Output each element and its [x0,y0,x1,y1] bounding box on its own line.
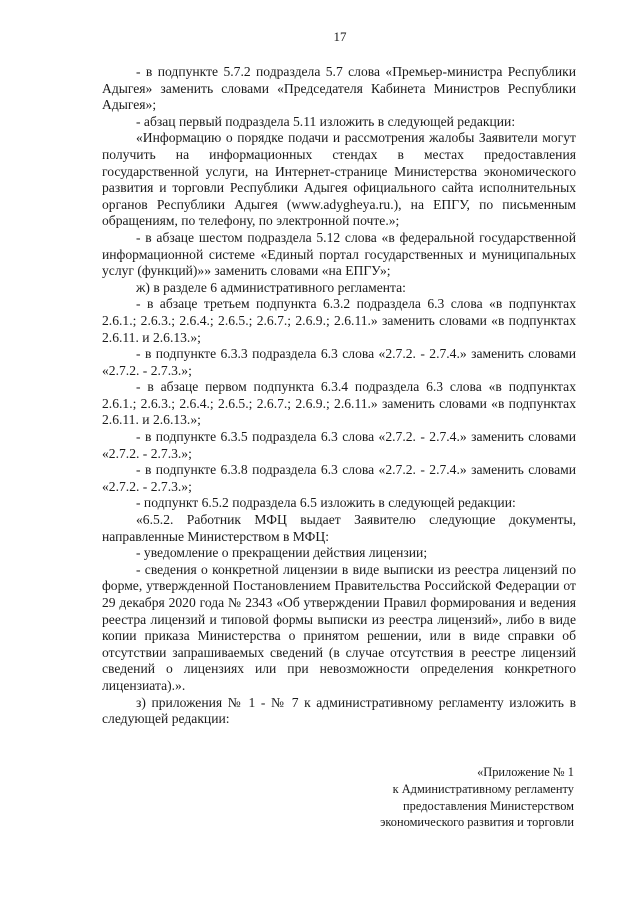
appendix-line: к Административному регламенту [392,781,574,796]
paragraph: - в абзаце первом подпункта 6.3.4 подраздела 6.3 слова «в подпунктах 2.6.1.; 2.6.3.; 2.6.4.; 2.6.5.; 2.6.7.; 2.6.9.; 2.6.11.» заменить словами «в подпунктах 2.6.11. и 2.6.13.»; [102,379,576,428]
paragraph: - в абзаце шестом подраздела 5.12 слова «в федеральной государственной информационной системе «Единый портал государственных и муниципальных услуг (функций)»» заменить словами «на ЕПГУ»; [102,229,576,279]
paragraph: - в абзаце третьем подпункта 6.3.2 подраздела 6.3 слова «в подпунктах 2.6.1.; 2.6.3.; 2.6.4.; 2.6.5.; 2.6.7.; 2.6.9.; 2.6.11.» заменить словами «в подпунктах 2.6.11. и 2.6.13.»; [102,296,576,345]
paragraph: - абзац первый подраздела 5.11 изложить в следующей редакции: [136,113,516,129]
paragraph: «6.5.2. Работник МФЦ выдает Заявителю следующие документы, направленные Министерством в МФЦ: [102,512,576,544]
paragraph: - сведения о конкретной лицензии в виде выписки из реестра лицензий по форме, утвержденной Постановлением Правительства Российской Федерации от 29 декабря 2020 года № 2343 «Об утверждении Правил формирования и ведения реестра лицензий и типовой формы выписки из реестра лицензий», либо в виде копии приказа Министерства о принятом решении, или в виде справки об отсутствии запрашиваемых сведений (в случае отсутствия в реестре лицензий сведений о лицензиях или при невозможности определения конкретного лицензиата).». [102,561,576,693]
document-body [102,64,576,728]
paragraph: з) приложения № 1 - № 7 к административному регламенту изложить в следующей редакции: [102,694,576,727]
appendix-line: «Приложение № 1 [477,765,574,779]
paragraph: - в подпункте 6.3.5 подраздела 6.3 слова «2.7.2. - 2.7.4.» заменить словами «2.7.2. - 2.7.3.»; [102,429,576,461]
page-number: 17 [333,29,347,44]
paragraph: - в подпункте 6.3.3 подраздела 6.3 слова «2.7.2. - 2.7.4.» заменить словами «2.7.2. - 2.7.3.»; [102,346,576,378]
paragraph: - в подпункте 6.3.8 подраздела 6.3 слова «2.7.2. - 2.7.4.» заменить словами «2.7.2. - 2.7.3.»; [102,462,576,494]
paragraph: - подпункт 6.5.2 подраздела 6.5 изложить в следующей редакции: [136,495,516,511]
appendix-heading [330,764,574,831]
paragraph: «Информацию о порядке подачи и рассмотрения жалобы Заявители могут получить на информационных стендах в местах предоставления государственной услуги, на Интернет-странице Министерства экономического развития и торговли Республики Адыгея официального сайта исполнительных органов Республики Адыгея (www.adygheya.ru.), на ЕПГУ, по письменным обращениям, по телефону, по электронной почте.»; [102,130,576,229]
appendix-line: предоставления Министерством [403,798,574,813]
paragraph: - уведомление о прекращении действия лицензии; [136,545,428,561]
appendix-line: экономического развития и торговли [380,815,574,830]
paragraph: - в подпункте 5.7.2 подраздела 5.7 слова «Премьер-министра Республики Адыгея» заменить словами «Председателя Кабинета Министров Республики Адыгея»; [102,64,576,113]
paragraph: ж) в разделе 6 административного регламента: [136,279,406,295]
